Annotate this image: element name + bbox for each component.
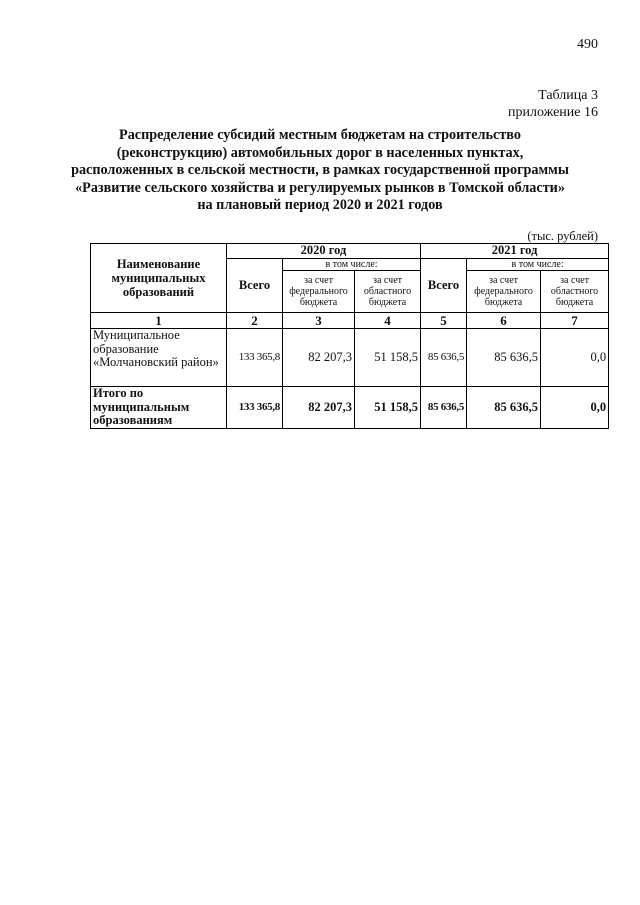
municipality-name: Муниципальное образование «Молчановский район» [91,329,227,387]
total-2021-value: 85 636,5 [421,329,467,387]
subsidy-table [90,243,609,429]
regional-2020-value: 51 158,5 [355,329,421,387]
year-2021-header: 2021 год [421,244,609,259]
column-number: 3 [283,313,355,329]
total-2020-header: Всего [227,259,283,313]
column-number: 2 [227,313,283,329]
total-2021-header: Всего [421,259,467,313]
total-2021-sum: 85 636,5 [421,387,467,429]
title-line: «Развитие сельского хозяйства и регулируемых рынков в Томской области» [75,179,565,196]
table-header-row [91,244,609,259]
appendix-label: приложение 16 [507,105,598,120]
page-number: 490 [577,37,598,52]
title-line: на плановый период 2020 и 2021 годов [197,197,443,213]
column-number: 6 [467,313,541,329]
total-2020-value: 133 365,8 [227,329,283,387]
name-column-header: Наименование муниципальных образований [91,244,227,313]
including-2021-header: в том числе: [467,259,609,271]
including-2020-header: в том числе: [283,259,421,271]
federal-2021-sum: 85 636,5 [467,387,541,429]
federal-2020-header: за счет федерального бюджета [283,271,355,313]
federal-2020-sum: 82 207,3 [283,387,355,429]
regional-2021-value: 0,0 [541,329,609,387]
table-label: Таблица 3 [538,88,598,103]
column-number-row [91,313,609,329]
table-row [91,329,609,387]
federal-2021-header: за счет федерального бюджета [467,271,541,313]
regional-2021-header: за счет областного бюджета [541,271,609,313]
title-line: расположенных в сельской местности, в рамках государственной программы [71,162,569,178]
regional-2020-sum: 51 158,5 [355,387,421,429]
units-label: (тыс. рублей) [527,229,598,243]
table-reference [508,87,598,121]
total-row-label: Итого по муниципальным образованиям [91,387,227,429]
document-title [60,127,580,215]
column-number: 1 [91,313,227,329]
column-number: 5 [421,313,467,329]
title-line: Распределение субсидий местным бюджетам на строительство [119,127,521,143]
total-row [91,387,609,429]
federal-2020-value: 82 207,3 [283,329,355,387]
total-2020-sum: 133 365,8 [227,387,283,429]
title-line: (реконструкцию) автомобильных дорог в населенных пунктах, [116,144,524,161]
column-number: 4 [355,313,421,329]
federal-2021-value: 85 636,5 [467,329,541,387]
regional-2021-sum: 0,0 [541,387,609,429]
year-2020-header: 2020 год [227,244,421,259]
regional-2020-header: за счет областного бюджета [355,271,421,313]
column-number: 7 [541,313,609,329]
